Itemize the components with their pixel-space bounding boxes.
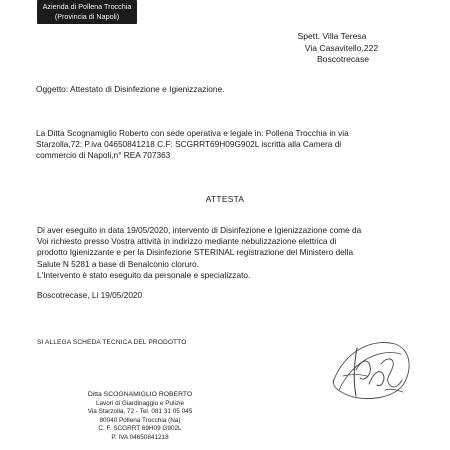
recipient-street: Via Casavitello,222 [304,42,379,53]
intro-line: Starzolla,72: P.iva 04650841218 C.F: SCGRRT69H09G902L iscritta alla Camera di [36,139,342,150]
company-header-line2: (Provincia di Napoli) [54,12,120,21]
body-line: Salute N 5281 a base di Benalconio cloruro. [37,258,199,269]
recipient-city: Boscotrecase [316,54,370,64]
handwritten-signature [323,330,418,405]
stamp-line: Via Starzolla, 72 - Tel. 081 31 05 045 [87,408,193,416]
body-line: prodotto Igienizzante e per la Disinfezione STERINAL registrazione del Ministero della [37,247,354,258]
body-line: Voi richiesto presso Vostra attività in indirizzo mediante nebulizzazione elettrica di [37,236,337,247]
place-and-date: Boscotrecase, Li 19/05/2020 [37,290,143,300]
company-header-line1: Azienda di Pollena Trocchia [42,2,132,11]
stamp-line: Ditta SCOGNAMIGLIO ROBERTO [87,391,193,398]
attachment-note: SI ALLEGA SCHEDA TECNICA DEL PRODOTTO [37,339,187,346]
body-paragraph [37,225,422,281]
recipient-name: Spett. Villa Teresa [297,31,367,41]
stamp-line: C. F. SCGRRT 69H09 G902L [98,425,182,433]
attesta-heading: ATTESTA [205,194,245,204]
subject-line: Oggetto: Attestato di Disinfezione e Igienizzazione. [36,84,225,94]
body-line: L'Intervento è stato eseguito da personale e specializzato. [37,269,251,280]
intro-paragraph [36,128,416,162]
company-stamp [80,391,200,443]
recipient-address [283,31,403,66]
stamp-line: 80040 Pollena Trocchia (Na) [99,416,181,424]
stamp-line: Lavori di Giardinaggio e Pulizie [95,399,185,407]
intro-line: La Ditta Scognamiglio Roberto con sede operativa e legale in: Pollena Trocchia in via [36,128,349,138]
company-header [37,0,137,24]
body-line: Di aver eseguito in data 19/05/2020, intervento di Disinfezione e Igienizzazione come da [37,225,362,235]
intro-line: commercio di Napoli,n° REA 707363 [36,150,171,161]
stamp-line: P. IVA 04650841218 [111,433,169,441]
